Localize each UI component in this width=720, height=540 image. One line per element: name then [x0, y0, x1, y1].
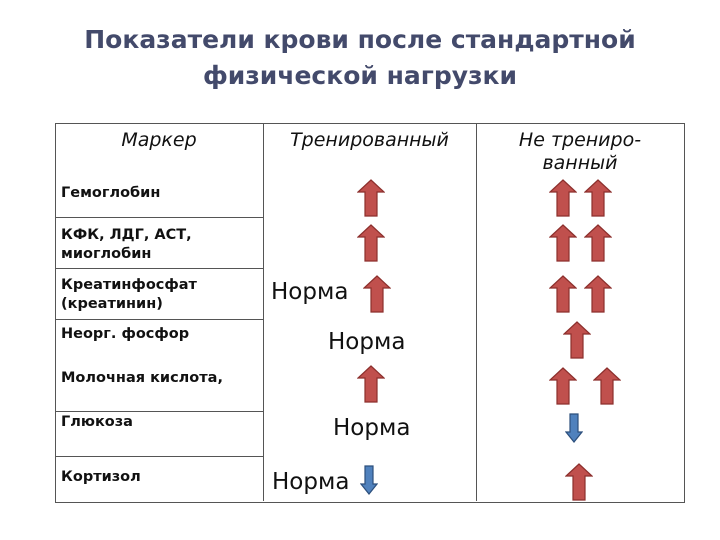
arrow-down-icon	[360, 465, 378, 499]
row-label-phosphorus: Неорг. фосфор	[61, 326, 190, 342]
arrow-up-icon	[584, 179, 612, 221]
cortisol-trained-value: Норма	[272, 469, 350, 495]
arrow-up-icon	[549, 224, 577, 266]
header-untrained	[476, 129, 684, 175]
arrow-up-icon	[549, 275, 577, 317]
phosphorus-trained-value: Норма	[328, 329, 406, 355]
row-label-creatine-phosphate: Креатинфосфат (креатинин)	[61, 277, 197, 312]
title-line-2: физической нагрузки	[202, 61, 518, 90]
slide-title	[0, 22, 720, 94]
arrow-up-icon	[357, 365, 385, 407]
row-label-lactic-acid: Молочная кислота,	[61, 370, 223, 386]
arrow-up-icon	[565, 463, 593, 505]
row-label-hemoglobin: Гемоглобин	[61, 185, 161, 201]
arrow-up-icon	[584, 224, 612, 266]
header-trained: Тренированный	[290, 129, 449, 151]
arrow-up-icon	[363, 275, 391, 317]
title-line-1: Показатели крови после стандартной	[84, 25, 636, 54]
column-divider	[476, 123, 477, 501]
row-divider	[55, 456, 263, 457]
row-divider	[55, 411, 263, 412]
header-untrained-line-2: ванный	[542, 152, 618, 174]
header-marker: Маркер	[121, 129, 197, 151]
row-label-cortisol: Кортизол	[61, 469, 141, 485]
arrow-down-icon	[565, 413, 583, 447]
arrow-up-icon	[563, 321, 591, 363]
glucose-trained-value: Норма	[333, 415, 411, 441]
markers-table	[55, 123, 685, 503]
arrow-up-icon	[549, 367, 577, 409]
row-label-enzymes: КФК, ЛДГ, АСТ, миоглобин	[61, 227, 192, 262]
arrow-up-icon	[357, 179, 385, 221]
row-label-glucose: Глюкоза	[61, 414, 133, 430]
arrow-up-icon	[549, 179, 577, 221]
arrow-up-icon	[357, 224, 385, 266]
column-divider	[263, 123, 264, 501]
creatine-trained-value: Норма	[271, 279, 349, 305]
arrow-up-icon	[584, 275, 612, 317]
header-untrained-line-1: Не трениро-	[518, 129, 642, 151]
row-divider	[55, 217, 263, 218]
arrow-up-icon	[593, 367, 621, 409]
row-divider	[55, 268, 263, 269]
row-divider	[55, 319, 263, 320]
